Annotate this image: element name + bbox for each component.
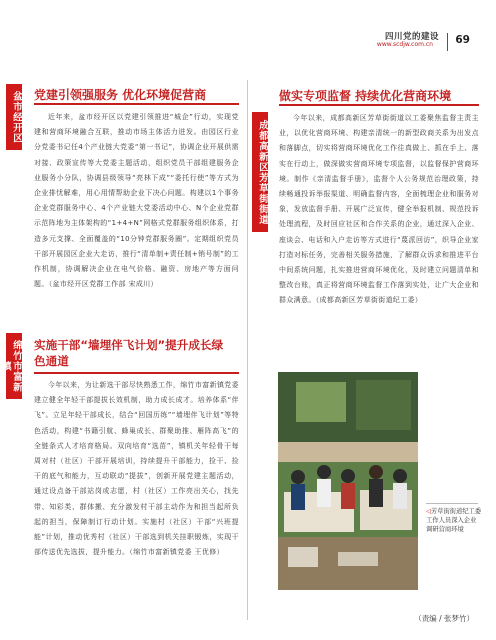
- caption-arrow-icon: ◁: [426, 508, 431, 515]
- section-tag-left-top: 盆市经开区: [6, 84, 22, 150]
- section-title-b: 实施干部“墙埋伴飞计划”提升成长绿色通道: [34, 338, 224, 368]
- title-underline-c: [279, 104, 479, 106]
- magazine-url[interactable]: www.scdjw.com.cn: [376, 41, 433, 48]
- section-title-a: 党建引领强服务 优化环境促营商: [34, 88, 207, 102]
- section-tag-right: 成都高新区芳草街街道: [252, 112, 268, 232]
- article-photo: [278, 372, 418, 590]
- photo-illustration: [278, 372, 418, 590]
- photo-caption: [426, 507, 482, 534]
- article-body-a: 近年来，盆市经开区以党建引领推进“城企”行动，实现党建和营商环境融合互联，推动市场主体活力迸发。由园区行业分党委书记任4个产业链大党委“第一书记”，协调企业开展供需对接、政策宣传等大党委主题活动，组织党员干部组建服务企业服务小分队，协调县级领导“亮林下成”“委托行使”等方式为企业排忧解难，用心用情帮助企业下决心问题。构建以1个事务企业党群服务中心、4个产业链大党委活动中心、N个企业党群示范阵地为主体架构的“1+4+N”网格式党群服务组织体系，打造多元支撑、全面覆盖的“10分钟党群服务圈”。定期组织党员干部开展园区企业大走访，推行“清单制+责任制+销号制”的工作机制，协调解决企业在电气价格、融资、房地产等方面问题。（盆市经开区党群工作部 宋成川）: [34, 113, 239, 289]
- page-header: [0, 0, 496, 58]
- page-number: 69: [455, 34, 470, 46]
- section-title-c: 做实专项监督 持续优化营商环境: [279, 89, 452, 103]
- magazine-title: 四川党的建设: [384, 32, 439, 42]
- article-body-b: 今年以来，为让新选干部尽快熟悉工作，绵竹市富新镇党委建立健全年轻干部提拔长效机制，助力成长成才。培养体系“伴飞”。立足年轻干部成长，结合“回国历练”“墙埋伴飞计划”等特色活动，构建“书籍引航、蜂巢成长、群聚助推、雁阵高飞”的全链条式人才培育格局。双向培育“选苗”，镇机关年轻骨干每周对村（社区）干部开展培训，持续提升干部能力，捡干、捡干的底气和能力，互动联动“提拔”，创新开展党建主题活动，通过设点备干部站岗或志愿，村（社区）工作亮出关心，找先带、知彩类、群体搬、充分激发村干部主动作为和担当起所负起的担当，保障制订行动计划。实施村（社区）干部“兴班提能”计划，推动优秀村（社区）干部选到机关挂职锻炼，实现干部传送优先选拔，提升能力。（绵竹市富新镇党委 王优修）: [34, 381, 239, 557]
- caption-divider: [426, 503, 478, 504]
- caption-text: 芳草街街道纪工委工作人员深入企业调研营商环境: [426, 508, 482, 533]
- header-divider: [447, 33, 448, 51]
- title-underline-a: [34, 103, 239, 105]
- editor-byline: （责编 / 张梦竹）: [414, 614, 474, 623]
- article-body-c: 今年以来，成都高新区芳草街街道以工委聚焦监督主责主业，以优化营商环境、构建亲清统一的新型政商关系为出发点和落脚点，切实将营商环境优化工作往真做上、抓在手上、落实在行动上，做深做实营商环境专项监督，以监督保护营商环境。制作《亲清监督手册》，监督个人公务规范治理政策，持续畅通投诉举报渠道、明确监督内容，全面梳理企业和服务对象，发放监督手册、开展广泛宣传，健全举报机制、规范投诉处理流程，及时回应社区和合作关系的企业，通过深入企业、座谈会、电话和入户走访等方式进行“蔑派回访”，织导企业家打造对标任务，完善相关服务措施，了解群众诉求和推进平台中间系统问题，扎实推进营商环境优化，及时建立问题清单和整改台账，真正将营商环境监督工作落到实处，让广大企业和群众满意。（成都高新区芳草街街道纪工委）: [279, 114, 479, 305]
- title-underline-b: [34, 372, 239, 374]
- section-tag-left-bottom: 绵竹市富新镇: [6, 333, 22, 399]
- column-divider: [247, 80, 248, 620]
